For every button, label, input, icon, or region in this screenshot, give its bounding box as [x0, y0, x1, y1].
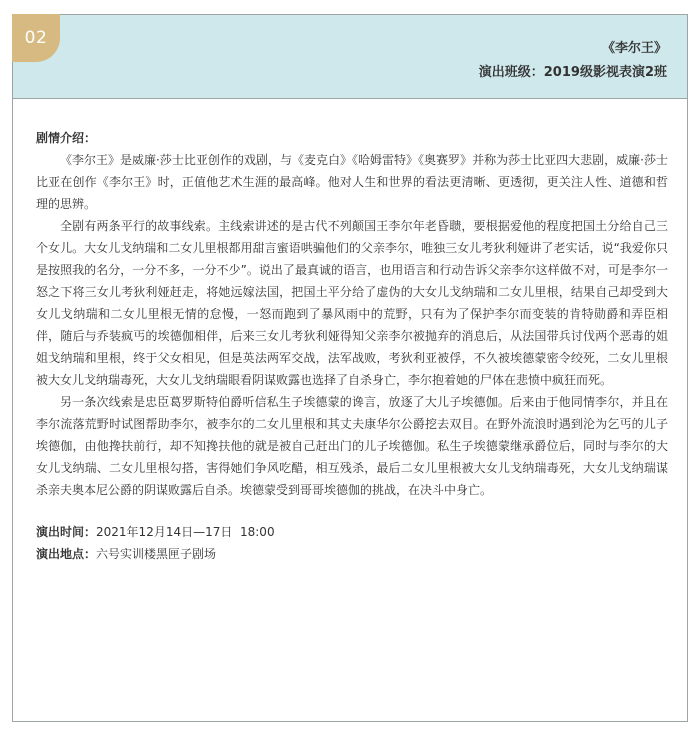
performance-card	[12, 14, 688, 722]
performance-class: 演出班级：2019级影视表演2班	[478, 65, 667, 80]
performance-venue	[36, 543, 668, 565]
header-band	[13, 15, 687, 99]
performance-time-value: 2021年12月14日—17日 18:00	[96, 525, 275, 539]
performance-info	[36, 521, 668, 565]
performance-time	[36, 521, 668, 543]
performance-venue-value: 六号实训楼黑匣子剧场	[96, 547, 217, 561]
synopsis-paragraph-1: 《李尔王》是威廉·莎士比亚创作的戏剧，与《麦克白》《哈姆雷特》《奥赛罗》并称为莎士比亚四大悲剧，威廉·莎士比亚在创作《李尔王》时，正值他艺术生涯的最高峰。他对人生和世界的看法更清晰、更透彻，更关注人性、道德和哲理的思辨。	[36, 153, 668, 211]
performance-venue-label: 演出地点：	[36, 547, 97, 561]
synopsis-paragraph-2: 全剧有两条平行的故事线索。主线索讲述的是古代不列颠国王李尔年老昏聩，要根据爱他的程度把国土分给自己三个女儿。大女儿戈纳瑞和二女儿里根都用甜言蜜语哄骗他们的父亲李尔，唯独三女儿考狄利娅讲了老实话，说“我爱你只是按照我的名分，一分不多，一分不少”。说出了最真诚的语言，也用语言和行动告诉父亲李尔这样做不对，可是李尔一怒之下将三女儿考狄利娅赶走，将她远嫁法国，把国土平分给了虚伪的大女儿戈纳瑞和二女儿里根，结果自己却受到大女儿戈纳瑞和二女儿里根无情的怠慢，一怒而跑到了暴风雨中的荒野，只有为了保护李尔而变装的肯特勋爵和弄臣相伴，随后与乔装疯丐的埃德伽相伴，后来三女儿考狄利娅得知父亲李尔被抛弃的消息后，从法国带兵讨伐两个恶毒的姐姐戈纳瑞和里根，终于父女相见，但是英法两军交战，法军战败，考狄利亚被俘，不久被埃德蒙密令绞死，二女儿里根被大女儿戈纳瑞毒死，大女儿戈纳瑞眼看阴谋败露也选择了自杀身亡，李尔抱着她的尸体在悲愤中疯狂而死。	[36, 219, 668, 387]
performance-time-label: 演出时间：	[36, 525, 97, 539]
synopsis-heading: 剧情介绍：	[36, 131, 97, 145]
content	[36, 127, 668, 565]
synopsis-paragraph-3: 另一条次线索是忠臣葛罗斯特伯爵听信私生子埃德蒙的谗言，放逐了大儿子埃德伽。后来由于他同情李尔，并且在李尔流落荒野时试图帮助李尔，被李尔的二女儿里根和其丈夫康华尔公爵挖去双目。在野外流浪时遇到沦为乞丐的儿子埃德伽，由他搀扶前行，却不知搀扶他的就是被自己赶出门的儿子埃德伽。私生子埃德蒙继承爵位后，同时与李尔的大女儿戈纳瑞、二女儿里根勾搭，害得她们争风吃醋，相互残杀，最后二女儿里根被大女儿戈纳瑞毒死，大女儿戈纳瑞谋杀亲夫奥本尼公爵的阴谋败露后自杀。埃德蒙受到哥哥埃德伽的挑战，在决斗中身亡。	[36, 395, 668, 497]
number-badge: 02	[12, 14, 60, 62]
show-title: 《李尔王》	[601, 41, 667, 56]
